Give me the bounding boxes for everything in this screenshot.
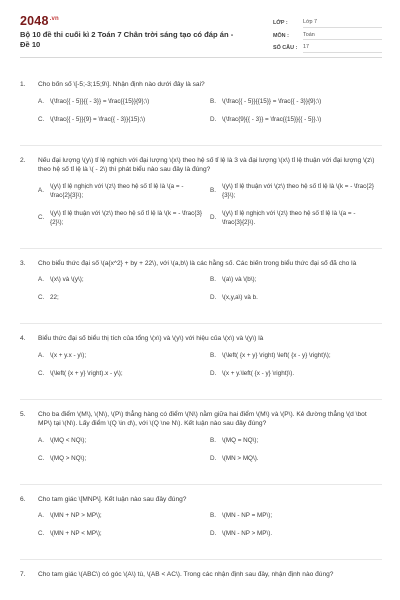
question-stem xyxy=(20,570,382,580)
answer-option-c[interactable] xyxy=(38,209,210,227)
question-text: Cho bốn số \[-5;-3;15;9\]. Nhận định nào dưới đây là sai? xyxy=(38,81,205,88)
answer-option-d[interactable] xyxy=(210,209,382,227)
option-letter: D. xyxy=(210,115,217,123)
meta-label: SỐ CÂU : xyxy=(273,45,298,51)
option-letter: B. xyxy=(210,276,216,283)
option-letter: B. xyxy=(210,187,216,194)
answer-option-b[interactable] xyxy=(210,97,382,106)
option-letter: C. xyxy=(38,530,45,537)
question-4 xyxy=(20,334,382,387)
question-text: Cho tam giác \[MNP\]. Kết luận nào sau đây đúng? xyxy=(38,495,187,503)
question-number: 5. xyxy=(20,410,26,418)
option-text: \(MQ > NQ\); xyxy=(50,454,87,462)
question-number: 6. xyxy=(20,495,26,503)
document-title: Bộ 10 đề thi cuối kì 2 Toán 7 Chân trời sáng tạo có đáp án - Đề 10 xyxy=(20,30,234,49)
option-letter: D. xyxy=(210,294,217,301)
option-letter: A. xyxy=(38,436,44,444)
meta-value: 17 xyxy=(303,44,382,53)
question-6 xyxy=(20,495,382,548)
meta-row-subject xyxy=(273,28,382,41)
answer-option-a[interactable] xyxy=(38,97,210,106)
question-stem xyxy=(20,259,382,269)
meta-row-question-count xyxy=(273,40,382,53)
question-number: 1. xyxy=(20,81,26,88)
answer-option-b[interactable] xyxy=(210,351,382,360)
question-divider xyxy=(20,559,382,560)
option-text: \(\left( {x + y} \right).x - y\); xyxy=(50,369,123,377)
answer-options xyxy=(20,351,382,387)
question-stem xyxy=(20,334,382,344)
question-7 xyxy=(20,570,382,580)
answer-option-a[interactable] xyxy=(38,436,210,445)
option-letter: C. xyxy=(38,214,45,221)
logo-domain: .vn xyxy=(49,15,59,22)
answer-option-b[interactable] xyxy=(210,511,382,520)
question-text: Biểu thức đại số biểu thị tích của tổng \(x\) và \(y\) với hiệu của \(x\) và \(y\) là xyxy=(38,335,264,342)
option-text: \(MN - NP = MP\); xyxy=(222,512,273,519)
option-letter: B. xyxy=(210,512,216,519)
option-letter: A. xyxy=(38,97,44,105)
question-stem xyxy=(20,80,382,90)
option-letter: A. xyxy=(38,187,44,194)
option-letter: B. xyxy=(210,97,216,105)
answer-option-a[interactable] xyxy=(38,182,210,200)
question-text: Cho tam giác \(ABC\) có góc \(A\) tù, \(AB < AC\). Trong các nhận định sau đây, nhận định nào đúng? xyxy=(38,571,334,578)
question-number: 2. xyxy=(20,156,26,164)
option-letter: C. xyxy=(38,115,45,123)
question-divider xyxy=(20,484,382,485)
question-text: Cho ba điểm \(M\), \(N\), \(P\) thẳng hàng có điểm \(N\) nằm giữa hai điểm \(M\) và \(P\). Kẻ đường thẳng \(d \bot MP\) tại \(N\). Lấy điểm \(Q \in d\), với \(Q \ne N\). Kết luận nào sau đây đúng? xyxy=(38,410,367,427)
option-text: \(a\) và \(b\); xyxy=(222,276,257,283)
meta-value: Lớp 7 xyxy=(303,19,382,28)
question-divider xyxy=(20,248,382,249)
question-number: 7. xyxy=(20,571,26,578)
option-letter: D. xyxy=(210,369,217,377)
option-text: \(MN > MQ\). xyxy=(222,454,259,462)
question-1 xyxy=(20,80,382,133)
question-number: 4. xyxy=(20,335,26,342)
option-letter: D. xyxy=(210,530,217,537)
question-stem xyxy=(20,495,382,505)
answer-option-d[interactable] xyxy=(210,454,382,463)
question-stem xyxy=(20,410,382,429)
meta-label: LỚP : xyxy=(273,20,288,26)
option-text: \(x + y.\left( {x - y} \right)\). xyxy=(222,369,295,377)
option-letter: C. xyxy=(38,294,45,301)
answer-options xyxy=(20,275,382,311)
option-letter: B. xyxy=(210,436,216,444)
option-text: 22; xyxy=(50,294,59,301)
option-letter: C. xyxy=(38,369,45,377)
answer-option-a[interactable] xyxy=(38,351,210,360)
option-text: \(x\) và \(y\); xyxy=(50,276,84,283)
answer-options xyxy=(20,182,382,236)
option-text: \(MN + NP < MP\); xyxy=(50,530,102,537)
option-text: \(y\) tỉ lệ nghịch với \(z\) theo hệ số tỉ lệ là \(a = - \frac{3}{2}\). xyxy=(222,209,356,226)
option-letter: D. xyxy=(210,214,217,221)
option-letter: A. xyxy=(38,276,44,283)
option-text: \(\left( {x + y} \right) \left( {x - y} \right)\); xyxy=(222,351,331,359)
question-stem xyxy=(20,156,382,175)
question-number: 3. xyxy=(20,259,26,267)
answer-option-d[interactable] xyxy=(210,369,382,378)
question-list xyxy=(20,80,382,592)
answer-option-d[interactable] xyxy=(210,293,382,302)
option-letter: D. xyxy=(210,454,217,462)
answer-option-c[interactable] xyxy=(38,369,210,378)
option-letter: C. xyxy=(38,454,45,462)
option-text: \(\frac{9}{{ - 3}} = \frac{{15}}{{ - 5}}.\) xyxy=(222,115,322,123)
option-text: \(\frac{{ - 5}}{9} = \frac{{ - 3}}{15};\) xyxy=(50,115,146,123)
option-text: \(MN + NP > MP\); xyxy=(50,512,102,519)
answer-option-a[interactable] xyxy=(38,511,210,520)
meta-row-class xyxy=(273,15,382,28)
answer-options xyxy=(20,97,382,133)
option-text: \(MQ < NQ\); xyxy=(50,436,87,444)
option-letter: A. xyxy=(38,512,44,519)
answer-options xyxy=(20,436,382,472)
logo-text: 2048 xyxy=(20,14,49,28)
answer-option-a[interactable] xyxy=(38,275,210,284)
question-3 xyxy=(20,259,382,312)
option-text: \(x + y.x - y\); xyxy=(50,351,87,359)
option-text: \(y\) tỉ lệ nghịch với \(z\) theo hệ số tỉ lệ là \(a = - \frac{2}{3}\); xyxy=(50,182,184,199)
answer-option-c[interactable] xyxy=(38,293,210,302)
option-letter: B. xyxy=(210,351,216,359)
answer-option-d[interactable] xyxy=(210,115,382,124)
question-divider xyxy=(20,323,382,324)
answer-option-c[interactable] xyxy=(38,454,210,463)
answer-option-b[interactable] xyxy=(210,436,382,445)
option-letter: A. xyxy=(38,351,44,359)
question-text: Nếu đại lượng \(y\) tỉ lệ nghịch với đại lượng \(x\) theo hệ số tỉ lệ là 3 và đại lượng \(x\) tỉ lệ thuận với đại lượng \(z\) theo hệ số tỉ lệ là \( - 2\) thì phát biểu nào sau đây là đúng? xyxy=(38,156,375,173)
answer-option-c[interactable] xyxy=(38,529,210,538)
document-header xyxy=(20,12,382,58)
answer-option-b[interactable] xyxy=(210,275,382,284)
question-5 xyxy=(20,410,382,472)
option-text: \(MQ = NQ\); xyxy=(222,436,259,444)
question-divider xyxy=(20,145,382,146)
document-meta xyxy=(273,15,382,53)
option-text: \(MN - NP > MP\). xyxy=(222,530,273,537)
answer-option-c[interactable] xyxy=(38,115,210,124)
option-text: \(x,y,a\) và b. xyxy=(222,294,258,301)
meta-label: MÔN : xyxy=(273,32,289,39)
option-text: \(\frac{{ - 5}}{{ - 3}} = \frac{{15}}{9};\) xyxy=(50,97,150,105)
option-text: \(y\) tỉ lệ thuận với \(z\) theo hệ số tỉ lệ là \(k = - \frac{3}{2}\); xyxy=(50,209,202,226)
answer-options xyxy=(20,511,382,547)
answer-option-d[interactable] xyxy=(210,529,382,538)
meta-value: Toán xyxy=(303,32,382,41)
question-text: Cho biểu thức đại số \(a{x^2} + by + 22\), với \(a,b\) là các hằng số. Các biến trong biểu thức đại số đã cho là xyxy=(38,259,357,267)
option-text: \(y\) tỉ lệ thuận với \(z\) theo hệ số tỉ lệ là \(k = - \frac{2}{3}\); xyxy=(222,182,374,199)
answer-option-b[interactable] xyxy=(210,182,382,200)
site-logo[interactable] xyxy=(20,14,59,28)
question-divider xyxy=(20,399,382,400)
question-2 xyxy=(20,156,382,236)
option-text: \(\frac{{ - 5}}{{15}} = \frac{{ - 3}}{9};\) xyxy=(222,97,322,105)
